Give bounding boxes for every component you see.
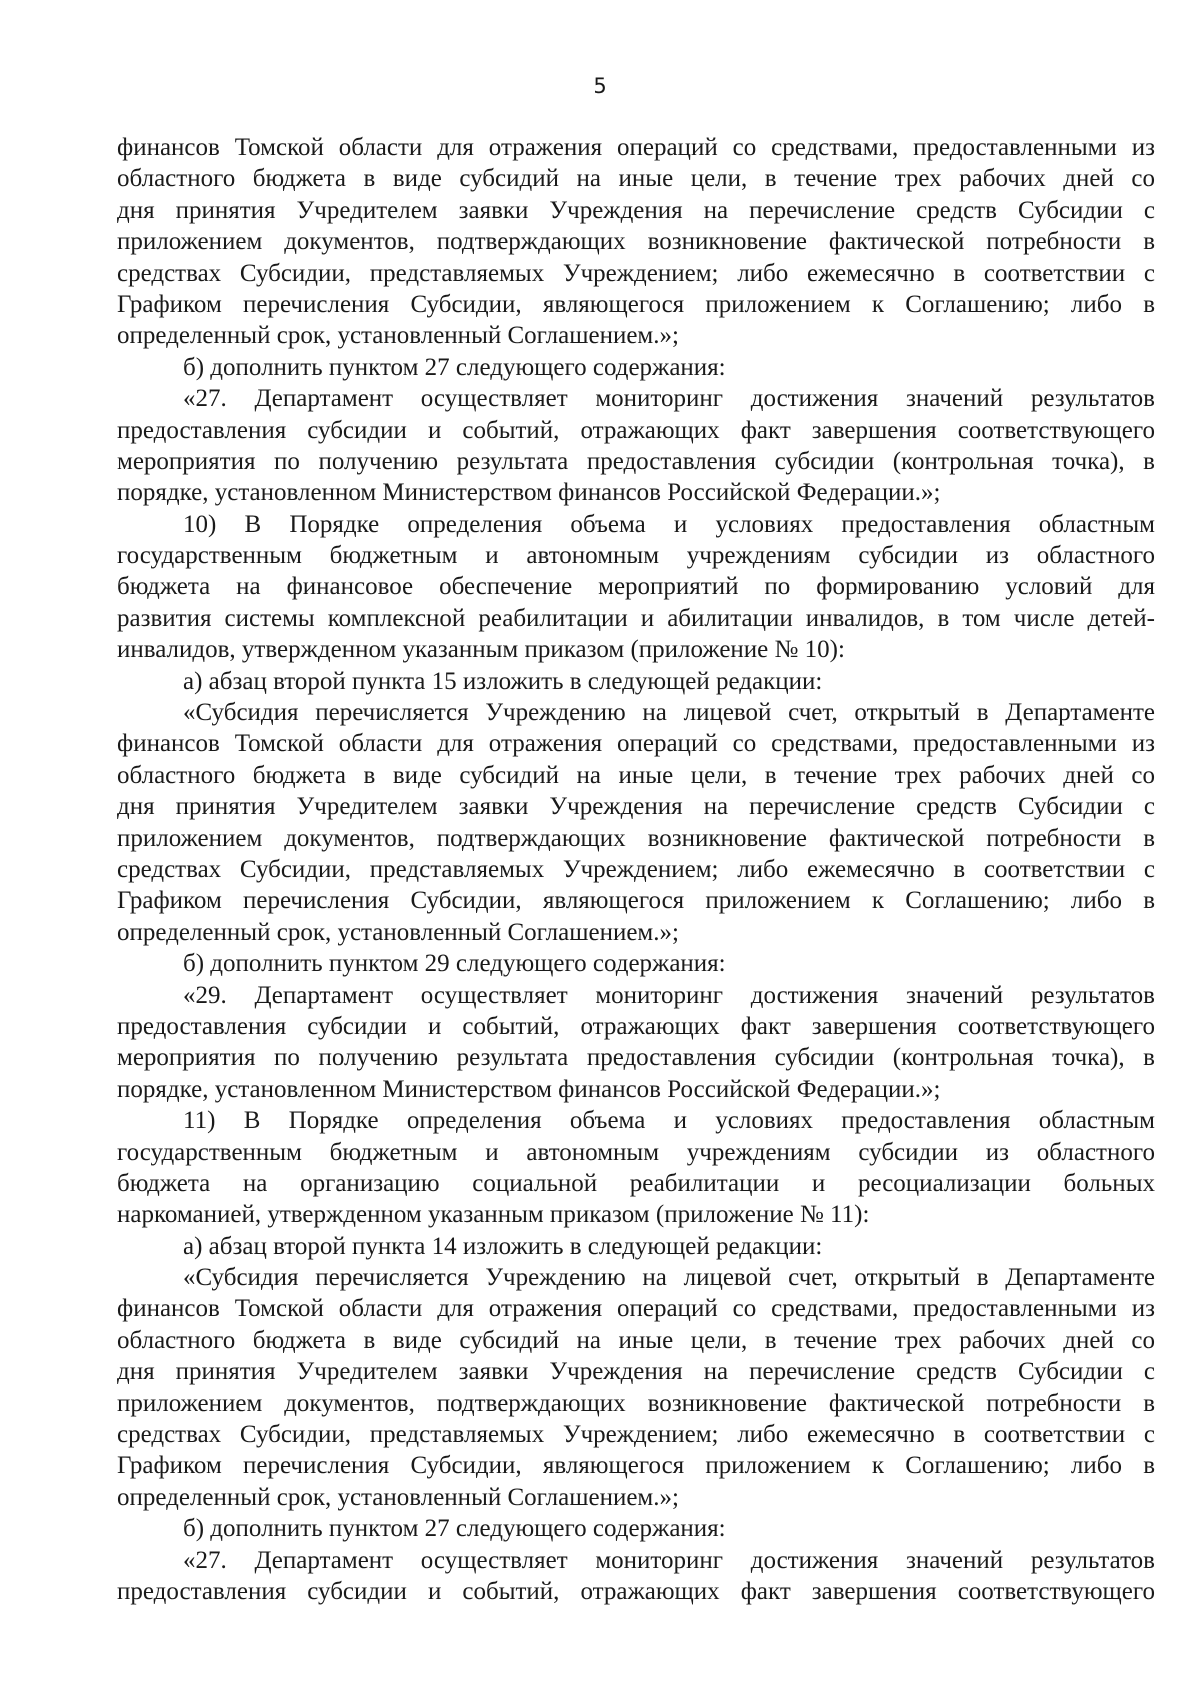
text-line: «27. Департамент осуществляет мониторинг достижения значений результатов: [183, 385, 1155, 413]
text-line: средствах Субсидии, представляемых Учреждением; либо ежемесячно в соответствии с: [117, 1421, 1155, 1449]
text-line: б) дополнить пунктом 29 следующего содержания:: [183, 950, 726, 978]
text-line: дня принятия Учредителем заявки Учреждения на перечисление средств Субсидии с: [117, 196, 1155, 224]
text-line: инвалидов, утвержденном указанным приказом (приложение № 10):: [117, 636, 845, 664]
text-line: «27. Департамент осуществляет мониторинг достижения значений результатов: [183, 1546, 1155, 1574]
text-line: «29. Департамент осуществляет мониторинг достижения значений результатов: [183, 981, 1155, 1009]
text-line: мероприятия по получению результата предоставления субсидии (контрольная точка), в: [117, 1044, 1155, 1072]
text-line: Графиком перечисления Субсидии, являющегося приложением к Соглашению; либо в: [117, 887, 1155, 915]
text-line: определенный срок, установленный Соглашением.»;: [117, 1483, 679, 1511]
document-body: [117, 132, 1155, 1607]
text-line: приложением документов, подтверждающих возникновение фактической потребности в: [117, 824, 1155, 852]
text-line: дня принятия Учредителем заявки Учреждения на перечисление средств Субсидии с: [117, 793, 1155, 821]
text-line: предоставления субсидии и событий, отражающих факт завершения соответствующего: [117, 1577, 1155, 1605]
text-line: определенный срок, установленный Соглашением.»;: [117, 918, 679, 946]
text-line: средствах Субсидии, представляемых Учреждением; либо ежемесячно в соответствии с: [117, 259, 1155, 287]
text-line: развития системы комплексной реабилитации и абилитации инвалидов, в том числе детей-: [117, 604, 1155, 632]
text-line: дня принятия Учредителем заявки Учреждения на перечисление средств Субсидии с: [117, 1358, 1155, 1386]
text-line: финансов Томской области для отражения операций со средствами, предоставленными из: [117, 730, 1155, 758]
text-line: «Субсидия перечисляется Учреждению на лицевой счет, открытый в Департаменте: [183, 1264, 1155, 1292]
text-line: «Субсидия перечисляется Учреждению на лицевой счет, открытый в Департаменте: [183, 699, 1155, 727]
text-line: 11) В Порядке определения объема и условиях предоставления областным: [183, 1107, 1155, 1135]
text-line: областного бюджета в виде субсидий на иные цели, в течение трех рабочих дней со: [117, 761, 1155, 789]
text-line: финансов Томской области для отражения операций со средствами, предоставленными из: [117, 134, 1155, 161]
text-line: Графиком перечисления Субсидии, являющегося приложением к Соглашению; либо в: [117, 1452, 1155, 1480]
text-line: приложением документов, подтверждающих возникновение фактической потребности в: [117, 1389, 1155, 1417]
text-line: государственным бюджетным и автономным учреждениям субсидии из областного: [117, 542, 1155, 570]
text-line: б) дополнить пунктом 27 следующего содержания:: [183, 353, 726, 381]
text-line: Графиком перечисления Субсидии, являющегося приложением к Соглашению; либо в: [117, 290, 1155, 318]
text-line: средствах Субсидии, представляемых Учреждением; либо ежемесячно в соответствии с: [117, 855, 1155, 883]
text-line: 10) В Порядке определения объема и условиях предоставления областным: [183, 510, 1155, 538]
text-line: приложением документов, подтверждающих возникновение фактической потребности в: [117, 228, 1155, 256]
text-line: наркоманией, утвержденном указанным приказом (приложение № 11):: [117, 1201, 870, 1229]
text-line: предоставления субсидии и событий, отражающих факт завершения соответствующего: [117, 1012, 1155, 1040]
text-line: а) абзац второй пункта 15 изложить в следующей редакции:: [183, 667, 823, 695]
text-line: бюджета на финансовое обеспечение мероприятий по формированию условий для: [117, 573, 1155, 601]
text-line: областного бюджета в виде субсидий на иные цели, в течение трех рабочих дней со: [117, 165, 1155, 193]
text-line: областного бюджета в виде субсидий на иные цели, в течение трех рабочих дней со: [117, 1326, 1155, 1354]
text-line: определенный срок, установленный Соглашением.»;: [117, 322, 679, 350]
text-line: б) дополнить пунктом 27 следующего содержания:: [183, 1515, 726, 1543]
text-line: а) абзац второй пункта 14 изложить в следующей редакции:: [183, 1232, 823, 1260]
text-line: порядке, установленном Министерством финансов Российской Федерации.»;: [117, 479, 941, 507]
text-line: государственным бюджетным и автономным учреждениям субсидии из областного: [117, 1138, 1155, 1166]
page-number: 5: [593, 74, 607, 98]
text-line: порядке, установленном Министерством финансов Российской Федерации.»;: [117, 1075, 941, 1103]
text-line: бюджета на организацию социальной реабилитации и ресоциализации больных: [117, 1169, 1155, 1197]
text-line: финансов Томской области для отражения операций со средствами, предоставленными из: [117, 1295, 1155, 1323]
text-line: предоставления субсидии и событий, отражающих факт завершения соответствующего: [117, 416, 1155, 444]
text-line: мероприятия по получению результата предоставления субсидии (контрольная точка), в: [117, 447, 1155, 475]
